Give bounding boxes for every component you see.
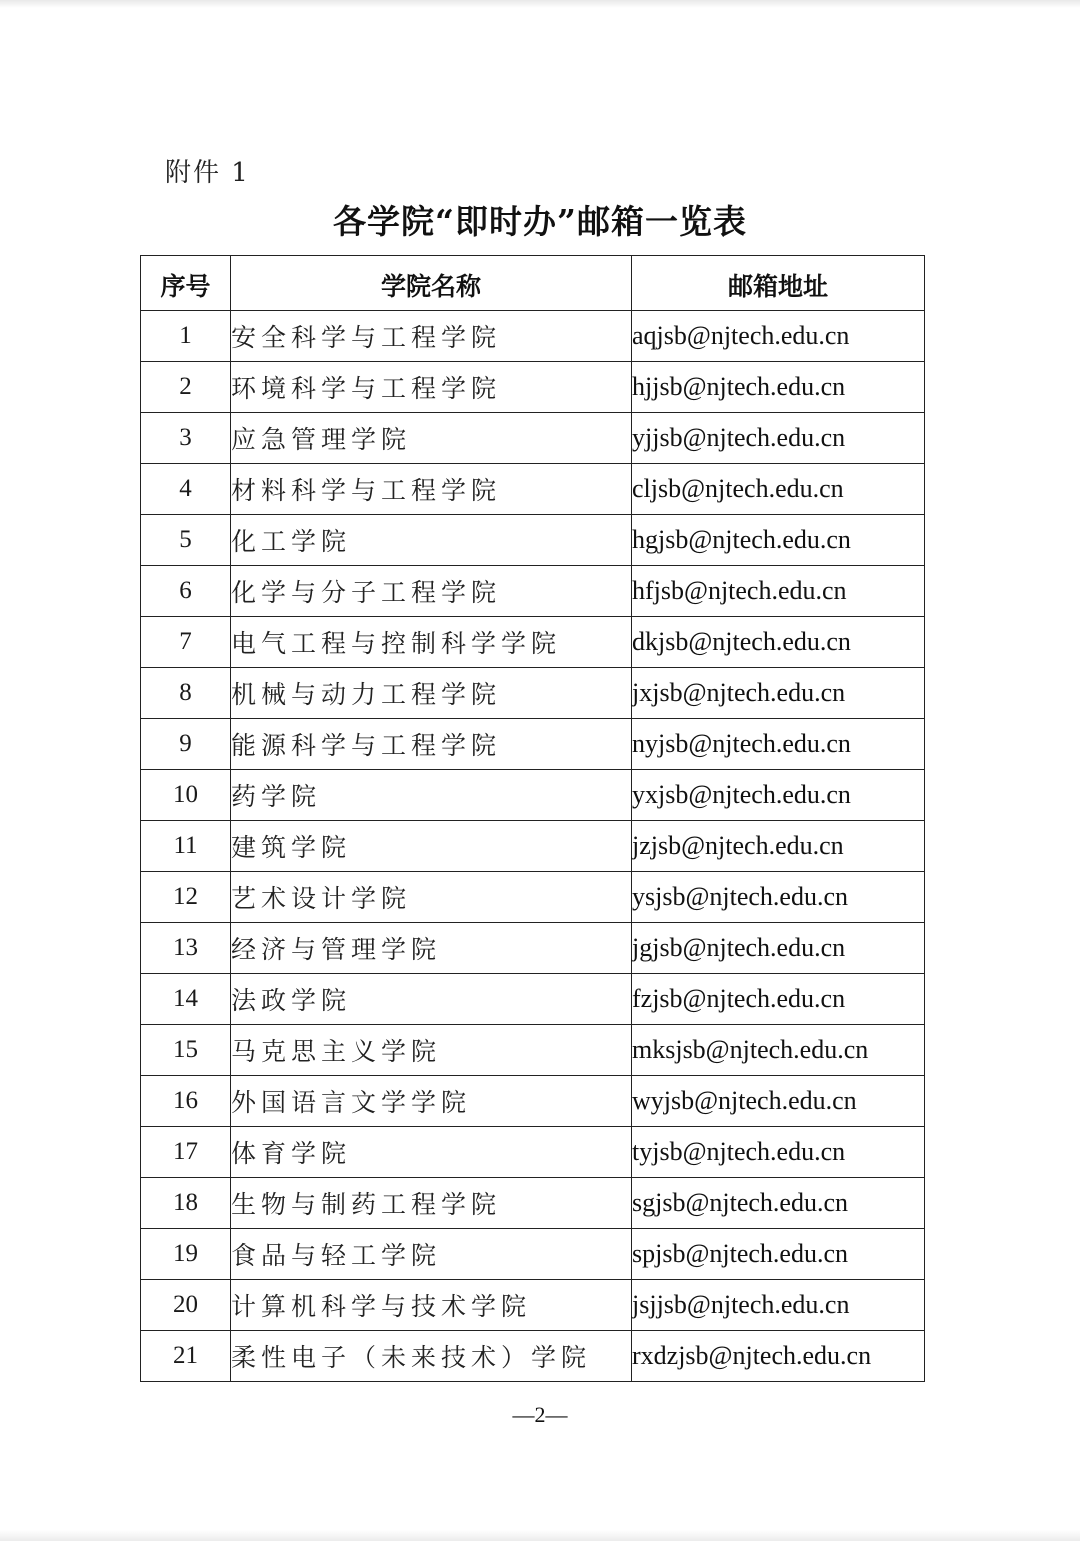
table-header-row <box>141 256 925 311</box>
row-serial-number: 19 <box>141 1229 231 1280</box>
row-college-name: 药学院 <box>231 770 632 821</box>
row-email-address: hjjsb@njtech.edu.cn <box>632 362 925 413</box>
row-college-name: 材料科学与工程学院 <box>231 464 632 515</box>
table-row <box>141 1076 925 1127</box>
row-college-name: 化学与分子工程学院 <box>231 566 632 617</box>
table-row <box>141 1280 925 1331</box>
table-row <box>141 719 925 770</box>
bottom-edge-shadow <box>0 1530 1080 1541</box>
table-row <box>141 617 925 668</box>
row-email-address: sgjsb@njtech.edu.cn <box>632 1178 925 1229</box>
document-title: 各学院“即时办”邮箱一览表 <box>333 202 747 241</box>
row-email-address: jzjsb@njtech.edu.cn <box>632 821 925 872</box>
row-email-address: aqjsb@njtech.edu.cn <box>632 311 925 362</box>
row-college-name: 生物与制药工程学院 <box>231 1178 632 1229</box>
row-serial-number: 20 <box>141 1280 231 1331</box>
row-college-name: 应急管理学院 <box>231 413 632 464</box>
row-college-name: 机械与动力工程学院 <box>231 668 632 719</box>
row-serial-number: 11 <box>141 821 231 872</box>
row-serial-number: 21 <box>141 1331 231 1382</box>
table-row <box>141 1178 925 1229</box>
row-college-name: 外国语言文学学院 <box>231 1076 632 1127</box>
row-serial-number: 2 <box>141 362 231 413</box>
row-college-name: 法政学院 <box>231 974 632 1025</box>
row-college-name: 能源科学与工程学院 <box>231 719 632 770</box>
college-email-table <box>140 255 925 1382</box>
row-serial-number: 5 <box>141 515 231 566</box>
row-college-name: 计算机科学与技术学院 <box>231 1280 632 1331</box>
row-email-address: jgjsb@njtech.edu.cn <box>632 923 925 974</box>
row-serial-number: 16 <box>141 1076 231 1127</box>
row-serial-number: 1 <box>141 311 231 362</box>
row-email-address: hfjsb@njtech.edu.cn <box>632 566 925 617</box>
table-row <box>141 923 925 974</box>
top-edge-shadow <box>0 0 1080 8</box>
row-serial-number: 9 <box>141 719 231 770</box>
table-row <box>141 668 925 719</box>
table-row <box>141 362 925 413</box>
row-email-address: fzjsb@njtech.edu.cn <box>632 974 925 1025</box>
row-email-address: mksjsb@njtech.edu.cn <box>632 1025 925 1076</box>
table-row <box>141 515 925 566</box>
table-row <box>141 413 925 464</box>
row-college-name: 食品与轻工学院 <box>231 1229 632 1280</box>
row-college-name: 化工学院 <box>231 515 632 566</box>
table-row <box>141 821 925 872</box>
row-serial-number: 8 <box>141 668 231 719</box>
row-serial-number: 17 <box>141 1127 231 1178</box>
table-row <box>141 770 925 821</box>
row-email-address: wyjsb@njtech.edu.cn <box>632 1076 925 1127</box>
row-email-address: dkjsb@njtech.edu.cn <box>632 617 925 668</box>
row-serial-number: 12 <box>141 872 231 923</box>
page-number: —2— <box>512 1402 568 1427</box>
row-email-address: yjjsb@njtech.edu.cn <box>632 413 925 464</box>
row-email-address: hgjsb@njtech.edu.cn <box>632 515 925 566</box>
row-college-name: 电气工程与控制科学学院 <box>231 617 632 668</box>
row-serial-number: 14 <box>141 974 231 1025</box>
row-serial-number: 6 <box>141 566 231 617</box>
table-row <box>141 872 925 923</box>
row-email-address: yxjsb@njtech.edu.cn <box>632 770 925 821</box>
row-serial-number: 3 <box>141 413 231 464</box>
table-row <box>141 1025 925 1076</box>
row-email-address: rxdzjsb@njtech.edu.cn <box>632 1331 925 1382</box>
table-row <box>141 566 925 617</box>
row-college-name: 环境科学与工程学院 <box>231 362 632 413</box>
row-college-name: 艺术设计学院 <box>231 872 632 923</box>
table-row <box>141 1331 925 1382</box>
attachment-label: 附件 1 <box>165 158 250 188</box>
row-college-name: 安全科学与工程学院 <box>231 311 632 362</box>
row-email-address: cljsb@njtech.edu.cn <box>632 464 925 515</box>
header-email-address: 邮箱地址 <box>632 256 925 311</box>
table-row <box>141 1229 925 1280</box>
row-email-address: nyjsb@njtech.edu.cn <box>632 719 925 770</box>
table-row <box>141 311 925 362</box>
table-row <box>141 974 925 1025</box>
row-email-address: jsjjsb@njtech.edu.cn <box>632 1280 925 1331</box>
table-row <box>141 464 925 515</box>
row-college-name: 体育学院 <box>231 1127 632 1178</box>
row-college-name: 柔性电子（未来技术）学院 <box>231 1331 632 1382</box>
row-serial-number: 7 <box>141 617 231 668</box>
header-serial-number: 序号 <box>141 256 231 311</box>
row-email-address: tyjsb@njtech.edu.cn <box>632 1127 925 1178</box>
row-college-name: 建筑学院 <box>231 821 632 872</box>
row-serial-number: 18 <box>141 1178 231 1229</box>
header-college-name: 学院名称 <box>231 256 632 311</box>
row-college-name: 马克思主义学院 <box>231 1025 632 1076</box>
row-serial-number: 10 <box>141 770 231 821</box>
row-serial-number: 4 <box>141 464 231 515</box>
row-serial-number: 13 <box>141 923 231 974</box>
row-email-address: spjsb@njtech.edu.cn <box>632 1229 925 1280</box>
row-college-name: 经济与管理学院 <box>231 923 632 974</box>
table-row <box>141 1127 925 1178</box>
row-email-address: ysjsb@njtech.edu.cn <box>632 872 925 923</box>
table-body <box>141 311 925 1382</box>
row-email-address: jxjsb@njtech.edu.cn <box>632 668 925 719</box>
row-serial-number: 15 <box>141 1025 231 1076</box>
